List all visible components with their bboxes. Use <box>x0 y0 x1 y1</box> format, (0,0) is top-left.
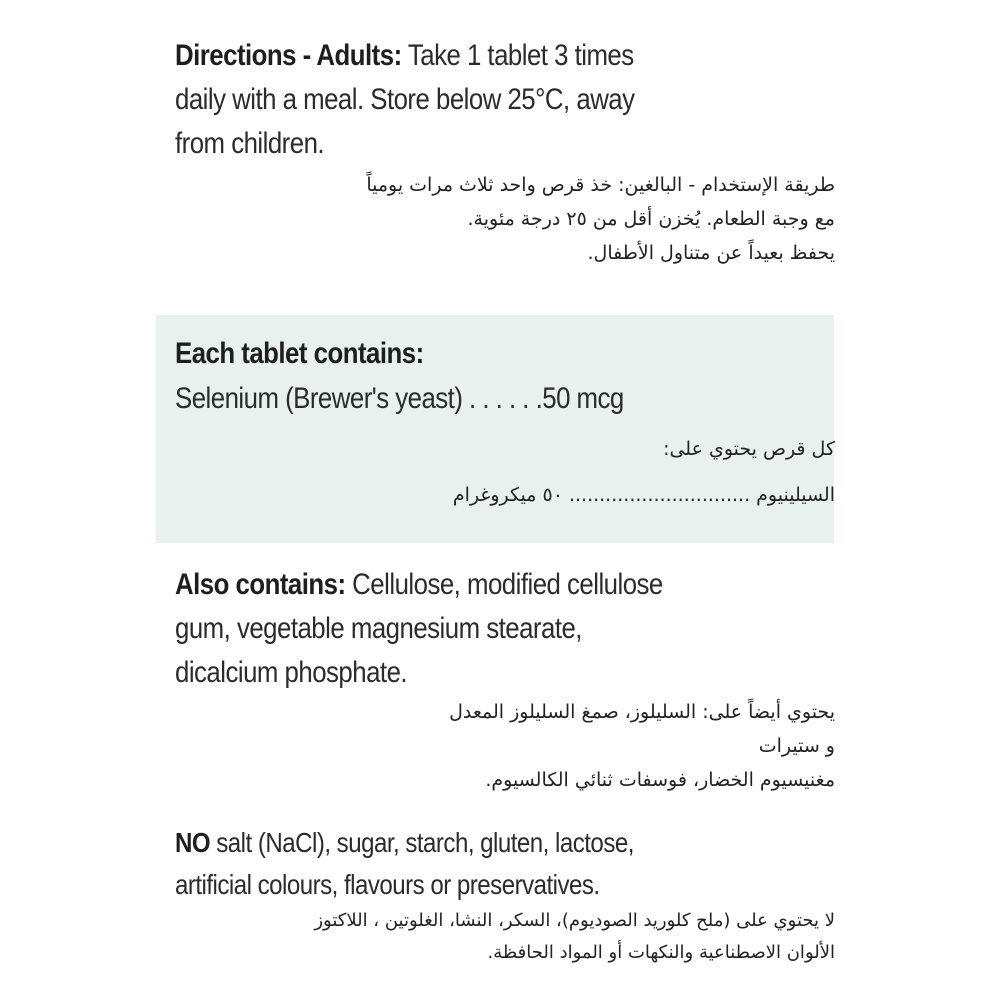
free-from-ar-line-1: لا يحتوي على (ملح كلوريد الصوديوم)، السكر، النشا، الغلوتين ، اللاكتوز <box>314 910 835 931</box>
directions-ar-line-1: طريقة الإستخدام - البالغين: خذ قرص واحد ثلاث مرات يومياً <box>366 174 835 196</box>
ingredient-name-ar: السيلينيوم <box>756 484 835 506</box>
ingredient-amount: 50 mcg <box>542 382 624 415</box>
free-from-section-en <box>175 822 829 906</box>
free-from-line-1: NO salt (NaCl), sugar, starch, gluten, lactose, <box>175 827 634 858</box>
ingredient-leader-ar: .............................. <box>562 484 757 506</box>
free-from-ar-line-2: الألوان الاصطناعية والنكهات أو المواد الحافظة. <box>487 942 835 963</box>
also-contains-line-2: gum, vegetable magnesium stearate, <box>175 612 582 645</box>
also-contains-section-en <box>175 563 829 695</box>
ingredient-name: Selenium (Brewer's yeast) <box>175 382 463 415</box>
ingredient-row <box>175 377 829 421</box>
directions-ar-line-2: مع وجبة الطعام. يُخزن أقل من ٢٥ درجة مئوية. <box>467 208 835 230</box>
directions-ar-line-3: يحفظ بعيداً عن متناول الأطفال. <box>587 242 835 264</box>
also-contains-line-3: dicalcium phosphate. <box>175 656 408 689</box>
contents-title-ar: كل قرص يحتوي على: <box>663 438 835 460</box>
directions-label: Directions - Adults: <box>175 39 402 72</box>
directions-line-3: from children. <box>175 127 325 160</box>
ingredient-leader: . . . . . . <box>462 382 543 415</box>
free-from-section-ar <box>175 905 835 969</box>
also-contains-line-1: Also contains: Cellulose, modified cellulose <box>175 568 663 601</box>
contents-title: Each tablet contains: <box>175 337 424 370</box>
directions-line-1: Directions - Adults: Take 1 tablet 3 times <box>175 39 634 72</box>
also-contains-ar-line-1: يحتوي أيضاً على: السليلوز، صمغ السليلوز المعدل <box>449 701 835 723</box>
ingredient-amount-ar: ٥٠ ميكروغرام <box>452 484 563 506</box>
contents-section-en <box>175 334 829 374</box>
directions-section-en <box>175 34 829 166</box>
also-contains-label: Also contains: <box>175 568 346 601</box>
also-contains-section-ar <box>175 695 835 797</box>
ingredient-row-ar <box>175 478 835 512</box>
also-contains-ar-line-3: مغنيسيوم الخضار، فوسفات ثنائي الكالسيوم. <box>485 769 835 791</box>
also-contains-ar-line-2: و ستيرات <box>758 735 835 757</box>
directions-section-ar <box>175 168 835 270</box>
contents-section-ar <box>175 432 835 466</box>
free-from-label: NO <box>175 827 211 858</box>
directions-line-2: daily with a meal. Store below 25°C, away <box>175 83 635 116</box>
free-from-line-2: artificial colours, flavours or preservatives. <box>175 869 600 900</box>
